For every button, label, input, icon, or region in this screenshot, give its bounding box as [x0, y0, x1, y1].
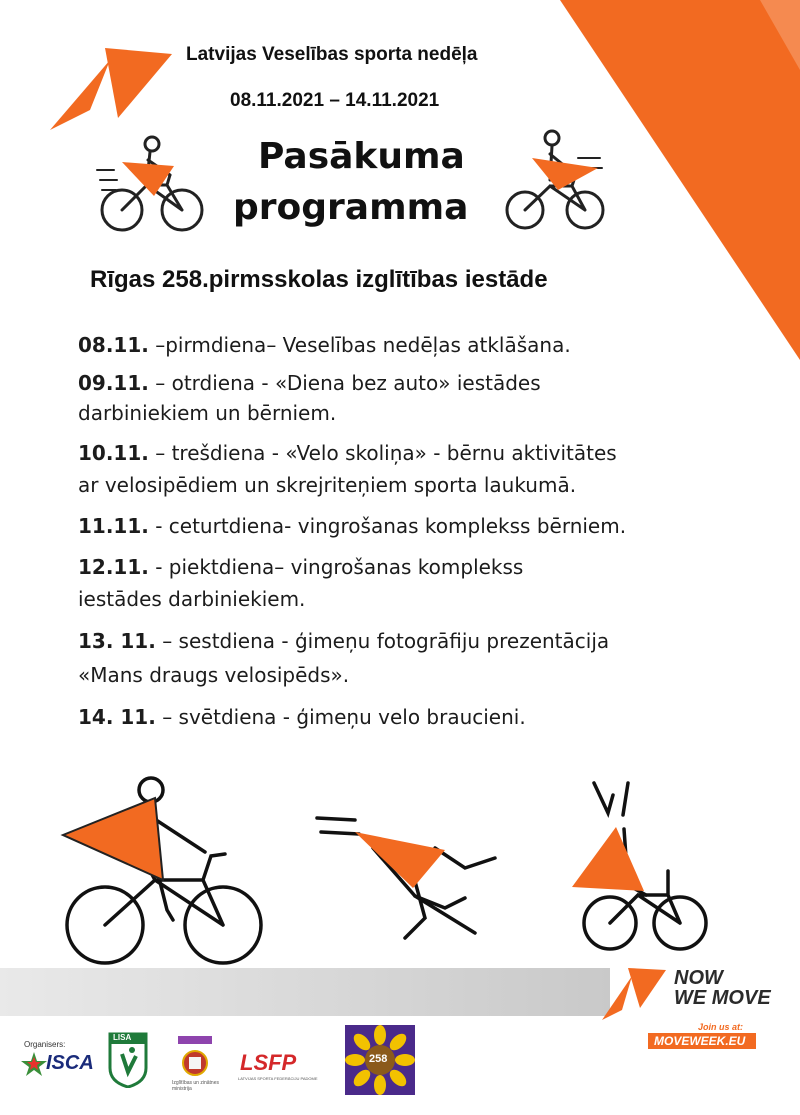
- schedule-date: 08.11.: [78, 333, 149, 357]
- lsfp-subtitle: LATVIJAS SPORTA FEDERĀCIJU PADOME: [238, 1076, 318, 1081]
- isca-logo: ISCA: [46, 1052, 94, 1074]
- schedule-text: –pirmdiena– Veselības nedēļas atklāšana.: [155, 333, 571, 357]
- footer-band: [0, 968, 610, 1016]
- cyclist-left-icon: [92, 130, 212, 240]
- now-we-move-logo: [674, 968, 771, 1008]
- schedule-item: [78, 552, 523, 582]
- cheering-cyclist-illustration: [568, 775, 718, 955]
- schedule-item: [78, 368, 541, 398]
- website-badge: [648, 1033, 756, 1049]
- move-week-arrow-icon: [50, 40, 180, 140]
- schedule-item-continuation: ar velosipēdiem un skrejriteņiem sporta laukumā.: [78, 473, 577, 497]
- schedule-item: [78, 626, 609, 656]
- schedule-text: – sestdiena - ģimeņu fotogrāfiju prezentācija: [162, 629, 610, 653]
- program-title-line1: Pasākuma: [258, 136, 465, 177]
- schedule-text: - ceturtdiena- vingrošanas komplekss bērniem.: [155, 514, 627, 538]
- runner-illustration: [315, 808, 505, 943]
- schedule-date: 13. 11.: [78, 629, 156, 653]
- website-text: MOVEWEEK.EU: [654, 1034, 746, 1048]
- schedule-item-continuation: «Mans draugs velosipēds».: [78, 663, 350, 687]
- now-we-move-line1: NOW: [674, 967, 723, 989]
- lisa-text: LISA: [113, 1033, 132, 1042]
- schedule-text: - piektdiena– vingrošanas komplekss: [155, 555, 524, 579]
- now-we-move-arrow-icon: [600, 958, 670, 1028]
- event-dates: 08.11.2021 – 14.11.2021: [230, 90, 440, 111]
- ministry-bar: [178, 1036, 212, 1044]
- schedule-text: – otrdiena - «Diena bez auto» iestādes: [155, 371, 541, 395]
- lsfp-logo: LSFP: [240, 1050, 297, 1075]
- school-name: Rīgas 258.pirmsskolas izglītības iestāde: [90, 266, 548, 293]
- isca-star-icon: [20, 1052, 48, 1076]
- event-title: Latvijas Veselības sporta nedēļa: [186, 44, 478, 65]
- schedule-item-continuation: iestādes darbiniekiem.: [78, 587, 306, 611]
- program-title-line2: programma: [233, 187, 469, 228]
- cyclist-large-illustration: [55, 770, 270, 970]
- schedule-date: 10.11.: [78, 441, 149, 465]
- schedule-item: [78, 511, 626, 541]
- ministry-label: Izglītības un zinātnes ministrija: [172, 1080, 219, 1092]
- schedule-date: 14. 11.: [78, 705, 156, 729]
- schedule-item: [78, 330, 571, 360]
- schedule-date: 09.11.: [78, 371, 149, 395]
- schedule-date: 12.11.: [78, 555, 149, 579]
- cyclist-right-icon: [500, 128, 615, 238]
- kindergarten-badge: [345, 1025, 415, 1095]
- organisers-label: Organisers:: [24, 1040, 66, 1049]
- schedule-text: – svētdiena - ģimeņu velo braucieni.: [162, 705, 526, 729]
- join-us-label: Join us at:: [698, 1022, 744, 1032]
- schedule-item: [78, 702, 526, 732]
- schedule-date: 11.11.: [78, 514, 149, 538]
- ministry-coat-of-arms-icon: [178, 1048, 212, 1078]
- kindergarten-number: 258: [369, 1053, 388, 1065]
- schedule-text: – trešdiena - «Velo skoliņa» - bērnu aktivitātes: [155, 441, 617, 465]
- schedule-item: [78, 438, 617, 468]
- schedule-item-continuation: darbiniekiem un bērniem.: [78, 401, 337, 425]
- now-we-move-line2: WE MOVE: [674, 987, 771, 1009]
